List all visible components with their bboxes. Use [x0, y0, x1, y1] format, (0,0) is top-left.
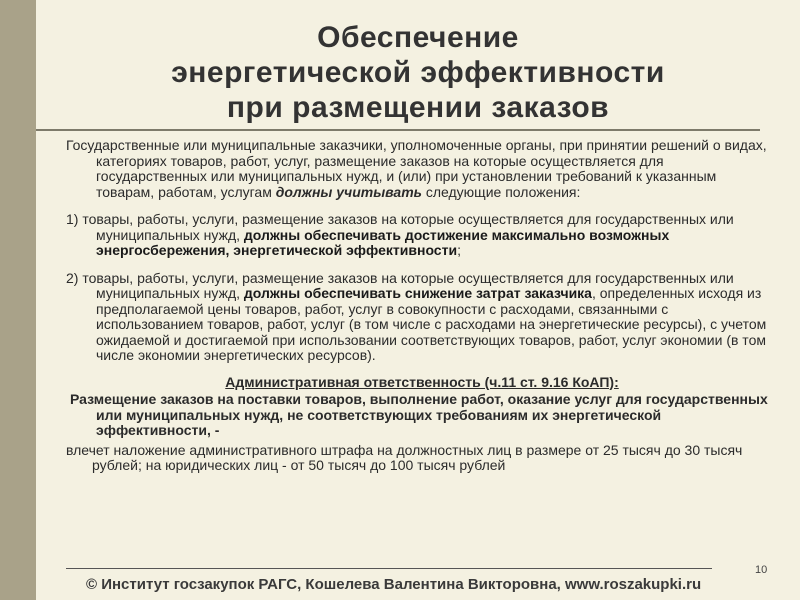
intro-emphasis: должны учитывать	[275, 183, 422, 200]
footer-copyright: © Институт госзакупок РАГС, Кошелева Валентина Викторовна, www.roszakupki.ru	[86, 576, 702, 593]
slide-body	[66, 138, 778, 474]
item1-text: 1) товары, работы, услуги, размещение заказов на которые осуществляется для государственных или муниципальных нужд,	[66, 211, 734, 243]
title-divider	[36, 129, 760, 131]
left-decorative-bar	[0, 0, 36, 600]
admin-liability-text: Размещение заказов на поставки товаров, выполнение работ, оказание услуг для государственных или муниципальных нужд, не соответствующих требованиям их энергетической эффективности, -	[70, 391, 768, 438]
item2-emphasis: должны обеспечивать снижение затрат заказчика	[243, 285, 592, 301]
title-line-1: Обеспечение	[317, 21, 519, 54]
footer-divider	[66, 568, 712, 569]
intro-paragraph	[66, 138, 778, 200]
title-line-3: при размещении заказов	[226, 91, 610, 124]
penalty-text: влечет наложение административного штрафа на должностных лиц в размере от 25 тысяч до 30 тысяч рублей; на юридических лиц - от 50 тысяч до 100 тысяч рублей	[66, 441, 743, 473]
item2-text-end: , определенных исходя из предполагаемой цены товаров, работ, услуг в совокупности с расходами, связанными с использованием товаров, работ, услуг (в том числе с расходами на энергетические ресурсы), с учетом ожидаемой и достигаемой при использовании соответствующих товаров, работ, услуг экономии (в том числе экономии энергетических ресурсов).	[96, 285, 767, 363]
intro-text-end: следующие положения:	[421, 183, 581, 200]
admin-liability-heading: Административная ответственность (ч.11 ст. 9.16 КоАП):	[225, 373, 619, 390]
item1-text-end: ;	[457, 242, 461, 258]
item1-emphasis: должны обеспечивать достижение максимально возможных энергосбережения, энергетической эффективности	[96, 226, 670, 258]
list-item-2	[66, 271, 778, 364]
page-number: 10	[755, 564, 768, 576]
item2-text: 2) товары, работы, услуги, размещение заказов на которые осуществляется для государственных или муниципальных нужд,	[66, 269, 734, 301]
slide-title	[36, 20, 800, 125]
title-line-2: энергетической эффективности	[171, 56, 665, 89]
list-item-1	[66, 212, 778, 259]
intro-text: Государственные или муниципальные заказчики, уполномоченные органы, при принятии решений о видах, категориях товаров, работ, услуг, размещение заказов на которые осуществляется для государственных или муниципальных нужд, и (или) при установлении требований к указанным товарам, работам, услугам	[66, 137, 767, 200]
